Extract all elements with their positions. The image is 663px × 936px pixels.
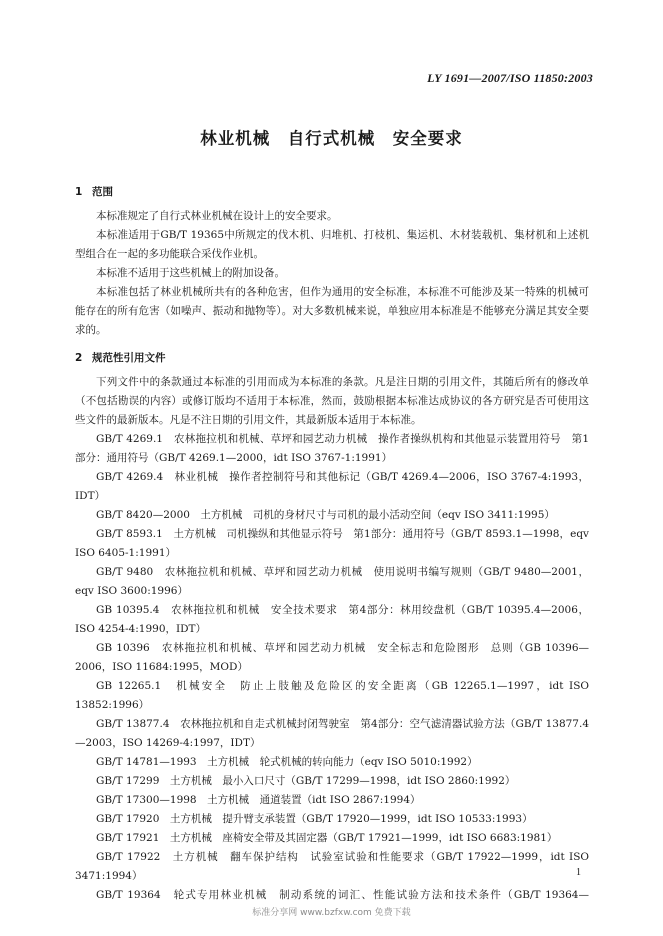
reference-item: GB/T 4269.1 农林拖拉机和机械、草坪和园艺动力机械 操作者操纵机构和其他显示装置用符号 第1部分：通用符号（GB/T 4269.1—2000，idt ISO 3767-1:1991）: [75, 433, 589, 464]
reference-item: GB/T 13877.4 农林拖拉机和自走式机械封闭驾驶室 第4部分：空气滤清器试验方法（GB/T 13877.4—2003，ISO 14269-4:1997，IDT）: [75, 718, 589, 749]
reference-item: GB/T 8420—2000 土方机械 司机的身材尺寸与司机的最小活动空间（eqv ISO 3411:1995）: [96, 509, 555, 521]
reference-item: GB/T 17921 土方机械 座椅安全带及其固定器（GB/T 17921—1999，idt ISO 6683:1981）: [96, 832, 558, 844]
section-number: 1: [75, 186, 83, 198]
reference-item: GB/T 17920 土方机械 提升臂支承装置（GB/T 17920—1999，idt ISO 10533:1993）: [96, 813, 533, 825]
document-body: [75, 182, 589, 905]
reference-item: GB 10395.4 农林拖拉机和机械 安全技术要求 第4部分：林用绞盘机（GB/T 10395.4—2006，ISO 4254-4:1990，IDT）: [75, 604, 589, 635]
standard-code: LY 1691—2007/ISO 11850:2003: [427, 71, 593, 85]
section-title: 规范性引用文件: [92, 352, 166, 364]
reference-item: GB/T 17299 土方机械 最小入口尺寸（GB/T 17299—1998，idt ISO 2860:1992）: [96, 775, 516, 787]
reference-item: GB 10396 农林拖拉机和机械、草坪和园艺动力机械 安全标志和危险图形 总则（GB 10396—2006，ISO 11684:1995，MOD）: [75, 642, 589, 673]
reference-item: GB/T 9480 农林拖拉机和机械、草坪和园艺动力机械 使用说明书编写规则（GB/T 9480—2001，eqv ISO 3600:1996）: [75, 566, 589, 597]
paragraph: 本标准包括了林业机械所共有的各种危害，但作为通用的安全标准，本标准不可能涉及某一特殊的机械可能存在的所有危害（如噪声、振动和抛物等）。对大多数机械来说，单独应用本标准是不能够充分满足其安全要求的。: [75, 286, 589, 336]
section-heading: [75, 182, 589, 202]
page-number: 1: [576, 867, 581, 878]
reference-item: GB/T 17922 土方机械 翻车保护结构 试验室试验和性能要求（GB/T 17922—1999，idt ISO 3471:1994）: [75, 851, 589, 882]
paragraph: 本标准规定了自行式林业机械在设计上的安全要求。: [96, 210, 338, 222]
section-heading: [75, 348, 589, 368]
reference-item: GB/T 17300—1998 土方机械 通道装置（idt ISO 2867:1994）: [96, 794, 421, 806]
paragraph: 本标准不适用于这些机械上的附加设备。: [96, 267, 285, 279]
document-title: 林业机械 自行式机械 安全要求: [200, 129, 463, 148]
reference-item: GB/T 4269.4 林业机械 操作者控制符号和其他标记（GB/T 4269.4—2006，ISO 3767-4:1993，IDT）: [75, 471, 589, 502]
footer-watermark: 标准分享网 www.bzfxw.com 免费下载: [252, 908, 411, 918]
section-number: 2: [75, 352, 83, 364]
paragraph: 下列文件中的条款通过本标准的引用而成为本标准的条款。凡是注日期的引用文件，其随后所有的修改单（不包括勘误的内容）或修订版均不适用于本标准，然而，鼓励根据本标准达成协议的各方研究是否可使用这些文件的最新版本。凡是不注日期的引用文件，其最新版本适用于本标准。: [75, 376, 589, 426]
reference-item: GB/T 19364 轮式专用林业机械 制动系统的词汇、性能试验方法和技术条件（GB/T 19364—: [96, 889, 589, 901]
reference-item: GB 12265.1 机械安全 防止上肢触及危险区的安全距离（GB 12265.1—1997，idt ISO 13852:1996）: [75, 680, 589, 711]
paragraph: 本标准适用于GB/T 19365中所规定的伐木机、归堆机、打枝机、集运机、木材装载机、集材机和上述机型组合在一起的多功能联合采伐作业机。: [75, 229, 589, 260]
reference-item: GB/T 8593.1 土方机械 司机操纵和其他显示符号 第1部分：通用符号（GB/T 8593.1—1998，eqv ISO 6405-1:1991）: [75, 528, 589, 559]
reference-item: GB/T 14781—1993 土方机械 轮式机械的转向能力（eqv ISO 5010:1992）: [96, 756, 478, 768]
section-title: 范围: [92, 186, 113, 198]
